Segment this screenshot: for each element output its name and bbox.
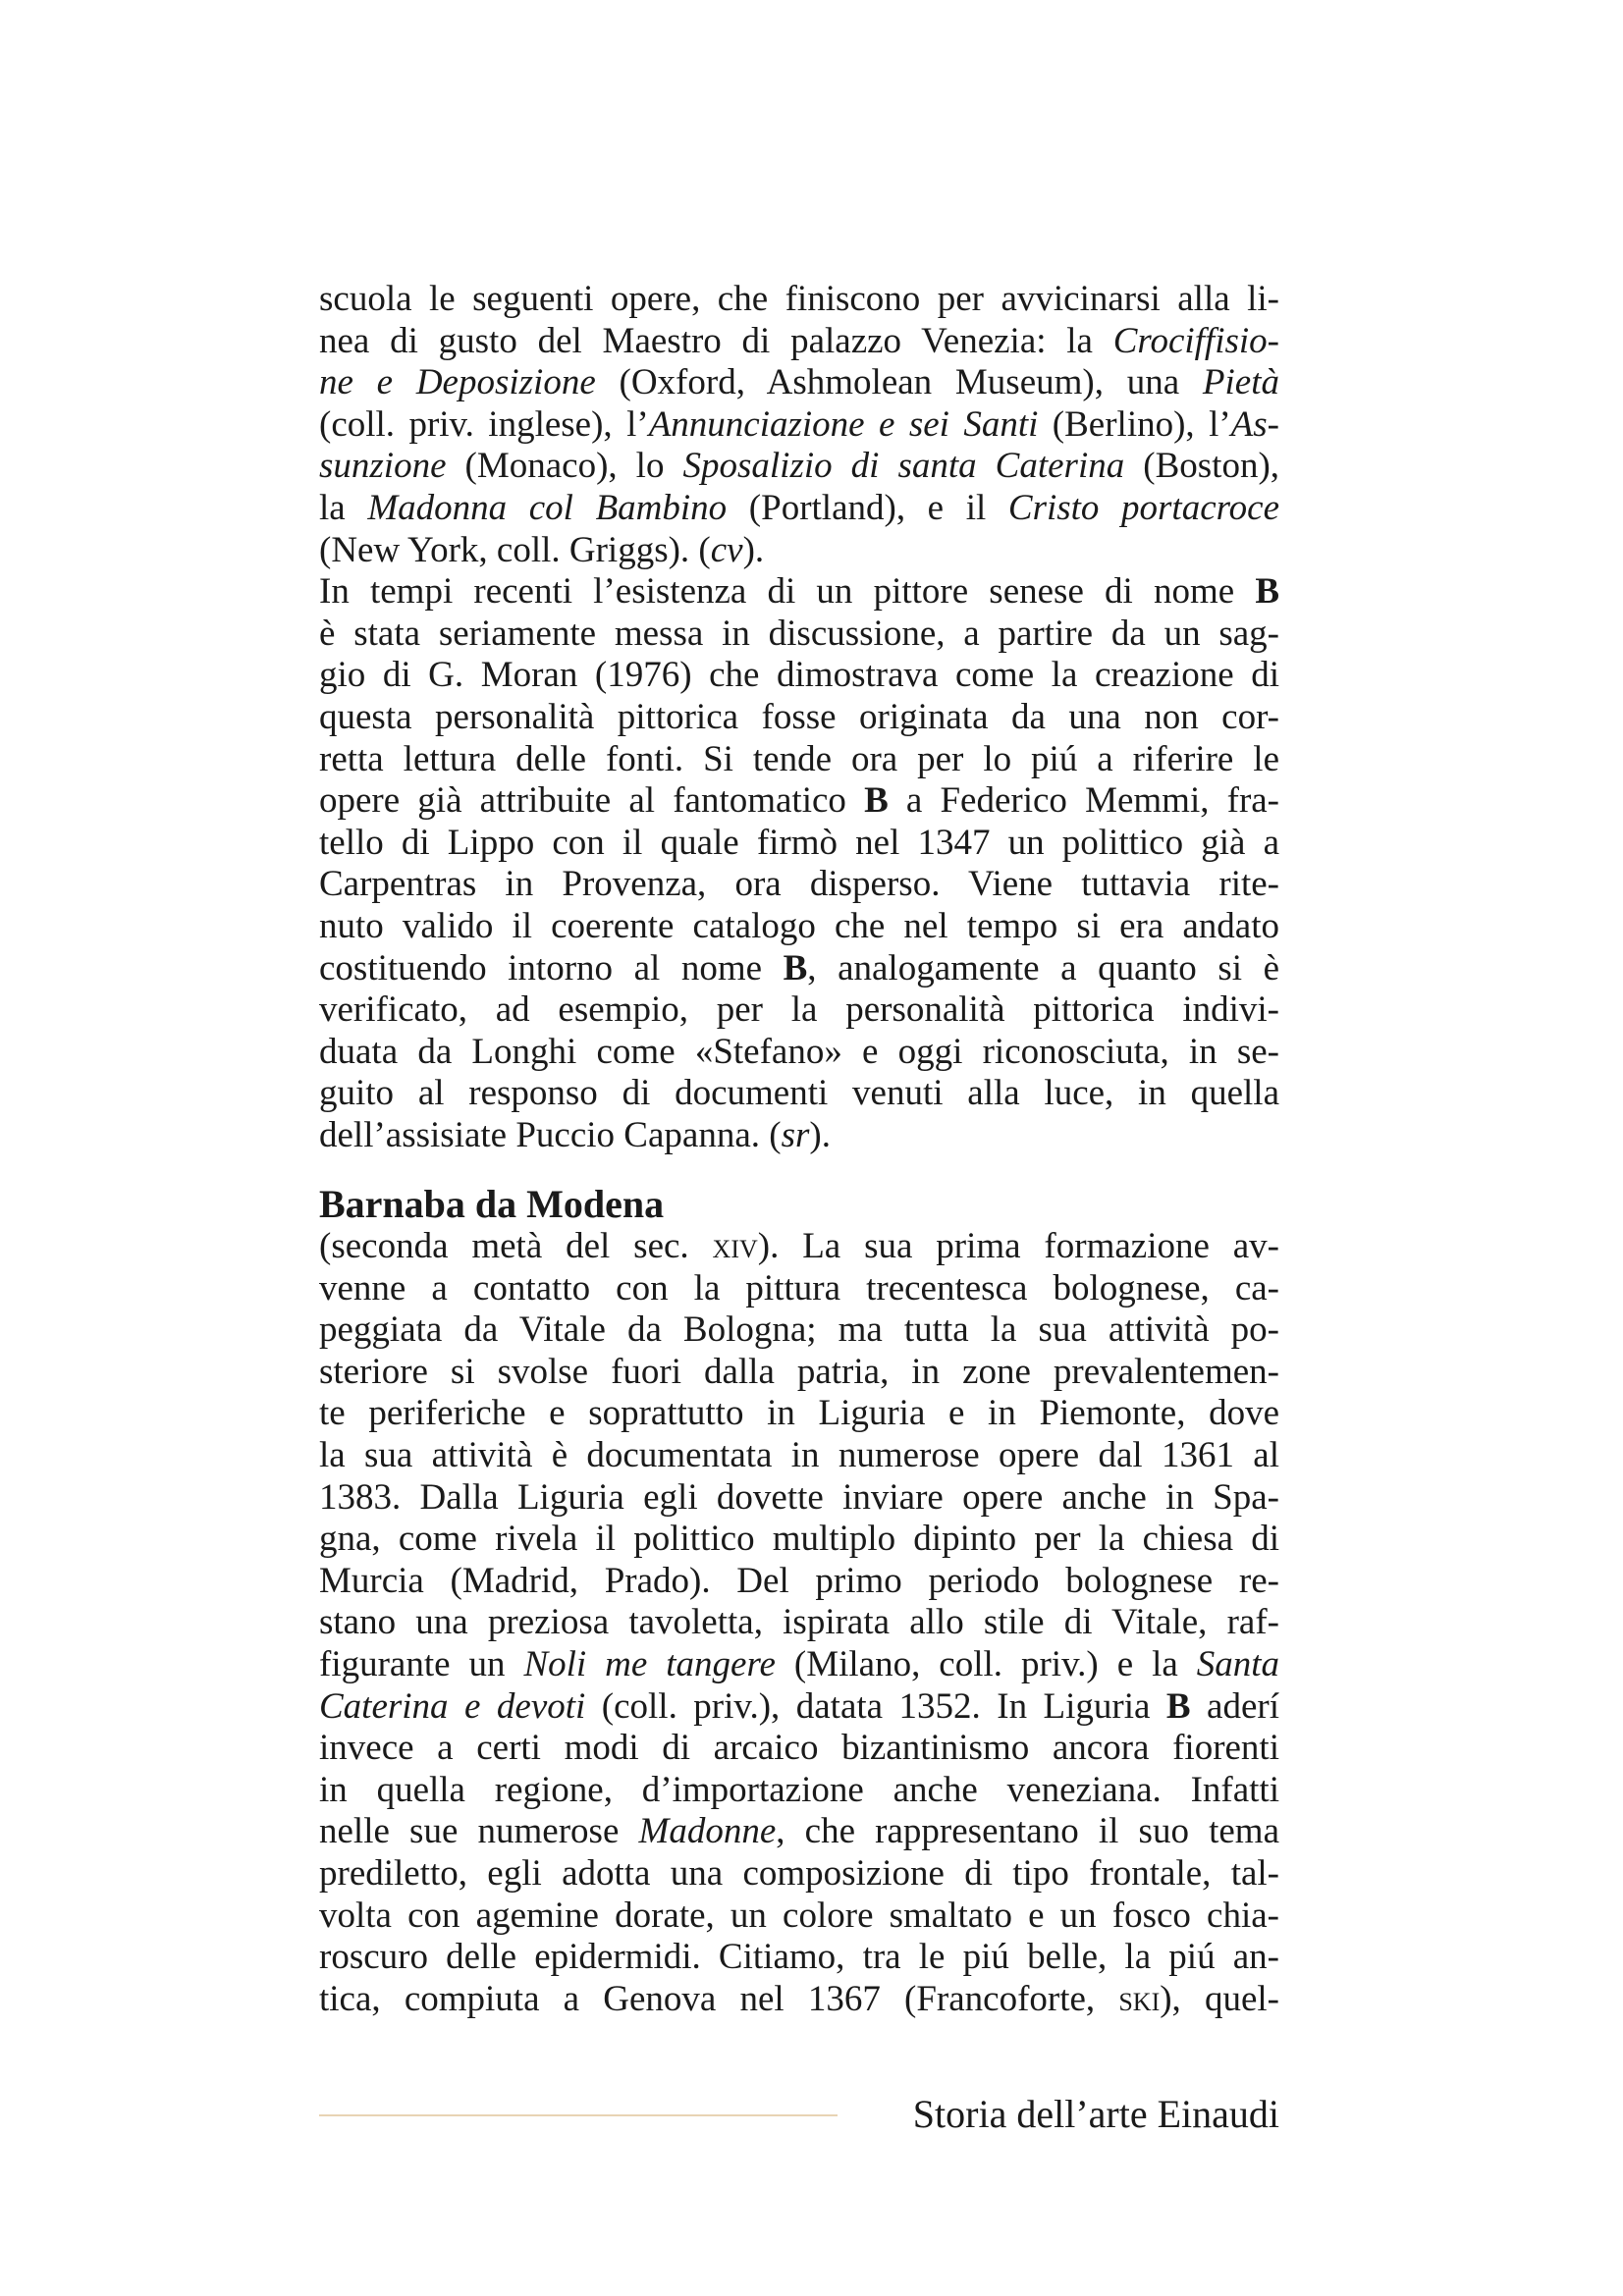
- text-line: Carpentras in Provenza, ora disperso. Viene tuttavia rite-: [319, 864, 1279, 905]
- text-line: opere già attribuite al fantomatico B a Federico Memmi, fra-: [319, 780, 1280, 822]
- text-line: è stata seriamente messa in discussione, a partire da un sag-: [319, 613, 1279, 654]
- footer-rule: [319, 2114, 838, 2116]
- text-line: 1383. Dalla Liguria egli dovette inviare opere anche in Spa-: [319, 1476, 1279, 1518]
- text-line: (New York, coll. Griggs). (cv).: [319, 529, 765, 570]
- text-line: guito al responso di documenti venuti alla luce, in quella: [319, 1073, 1279, 1114]
- text-line: gio di G. Moran (1976) che dimostrava come la creazione di: [319, 655, 1279, 696]
- text-line: venne a contatto con la pittura trecentesca bolognese, ca-: [319, 1267, 1279, 1308]
- text-line: prediletto, egli adotta una composizione di tipo frontale, tal-: [319, 1852, 1279, 1894]
- text-line: tica, compiuta a Genova nel 1367 (Francoforte, ski), quel-: [319, 1978, 1279, 2019]
- text-line: In tempi recenti l’esistenza di un pittore senese di nome B: [319, 571, 1279, 613]
- text-line: in quella regione, d’importazione anche veneziana. Infatti: [319, 1769, 1279, 1810]
- text-line: nelle sue numerose Madonne, che rappresentano il suo tema: [319, 1811, 1280, 1852]
- text-line: peggiata da Vitale da Bologna; ma tutta la sua attività po-: [319, 1309, 1279, 1351]
- page-footer: [319, 2091, 1279, 2140]
- text-line: (coll. priv. inglese), l’Annunciazione e sei Santi (Berlino), l’As-: [319, 403, 1279, 445]
- text-line: invece a certi modi di arcaico bizantinismo ancora fiorenti: [319, 1728, 1279, 1769]
- text-line: tello di Lippo con il quale firmò nel 1347 un polittico già a: [319, 822, 1279, 863]
- text-line: nuto valido il coerente catalogo che nel tempo si era andato: [319, 905, 1279, 946]
- text-line: (seconda metà del sec. xiv). La sua prima formazione av-: [319, 1226, 1280, 1267]
- text-line: stano una preziosa tavoletta, ispirata allo stile di Vitale, raf-: [319, 1602, 1279, 1643]
- text-line: steriore si svolse fuori dalla patria, in zone prevalentemen-: [319, 1351, 1279, 1392]
- text-line: Caterina e devoti (coll. priv.), datata 1352. In Liguria B aderí: [319, 1685, 1279, 1727]
- page-body: [319, 279, 1279, 2020]
- text-line: figurante un Noli me tangere (Milano, coll. priv.) e la Santa: [319, 1644, 1280, 1684]
- paragraph-lines: [319, 279, 1279, 1156]
- text-line: volta con agemine dorate, un colore smaltato e un fosco chia-: [319, 1895, 1279, 1936]
- text-line: scuola le seguenti opere, che finiscono per avvicinarsi alla li-: [319, 279, 1279, 319]
- text-line: dell’assisiate Puccio Capanna. (sr).: [319, 1114, 831, 1155]
- text-line: retta lettura delle fonti. Si tende ora per lo piú a riferire le: [319, 738, 1279, 779]
- text-line: nea di gusto del Maestro di palazzo Venezia: la Crociffisio-: [319, 320, 1279, 361]
- entry-lines: [319, 1226, 1279, 2020]
- text-line: la Madonna col Bambino (Portland), e il Cristo portacroce: [319, 487, 1280, 528]
- text-line: costituendo intorno al nome B, analogamente a quanto si è: [319, 947, 1279, 988]
- footer-title: Storia dell’arte Einaudi: [912, 2092, 1279, 2136]
- text-line: gna, come rivela il polittico multiplo dipinto per la chiesa di: [319, 1519, 1279, 1560]
- entry-title: Barnaba da Modena: [319, 1182, 665, 1227]
- text-line: ne e Deposizione (Oxford, Ashmolean Museum), una Pietà: [319, 362, 1279, 403]
- text-line: questa personalità pittorica fosse originata da una non cor-: [319, 696, 1279, 737]
- text-line: la sua attività è documentata in numerose opere dal 1361 al: [319, 1435, 1279, 1476]
- text-line: duata da Longhi come «Stefano» e oggi riconosciuta, in se-: [319, 1031, 1279, 1072]
- text-line: sunzione (Monaco), lo Sposalizio di santa Caterina (Boston),: [319, 446, 1280, 487]
- text-line: verificato, ad esempio, per la personalità pittorica indivi-: [319, 989, 1279, 1031]
- text-line: Murcia (Madrid, Prado). Del primo periodo bolognese re-: [319, 1560, 1279, 1601]
- text-line: te periferiche e soprattutto in Liguria e in Piemonte, dove: [319, 1393, 1279, 1434]
- text-line: roscuro delle epidermidi. Citiamo, tra le piú belle, la piú an-: [319, 1937, 1279, 1978]
